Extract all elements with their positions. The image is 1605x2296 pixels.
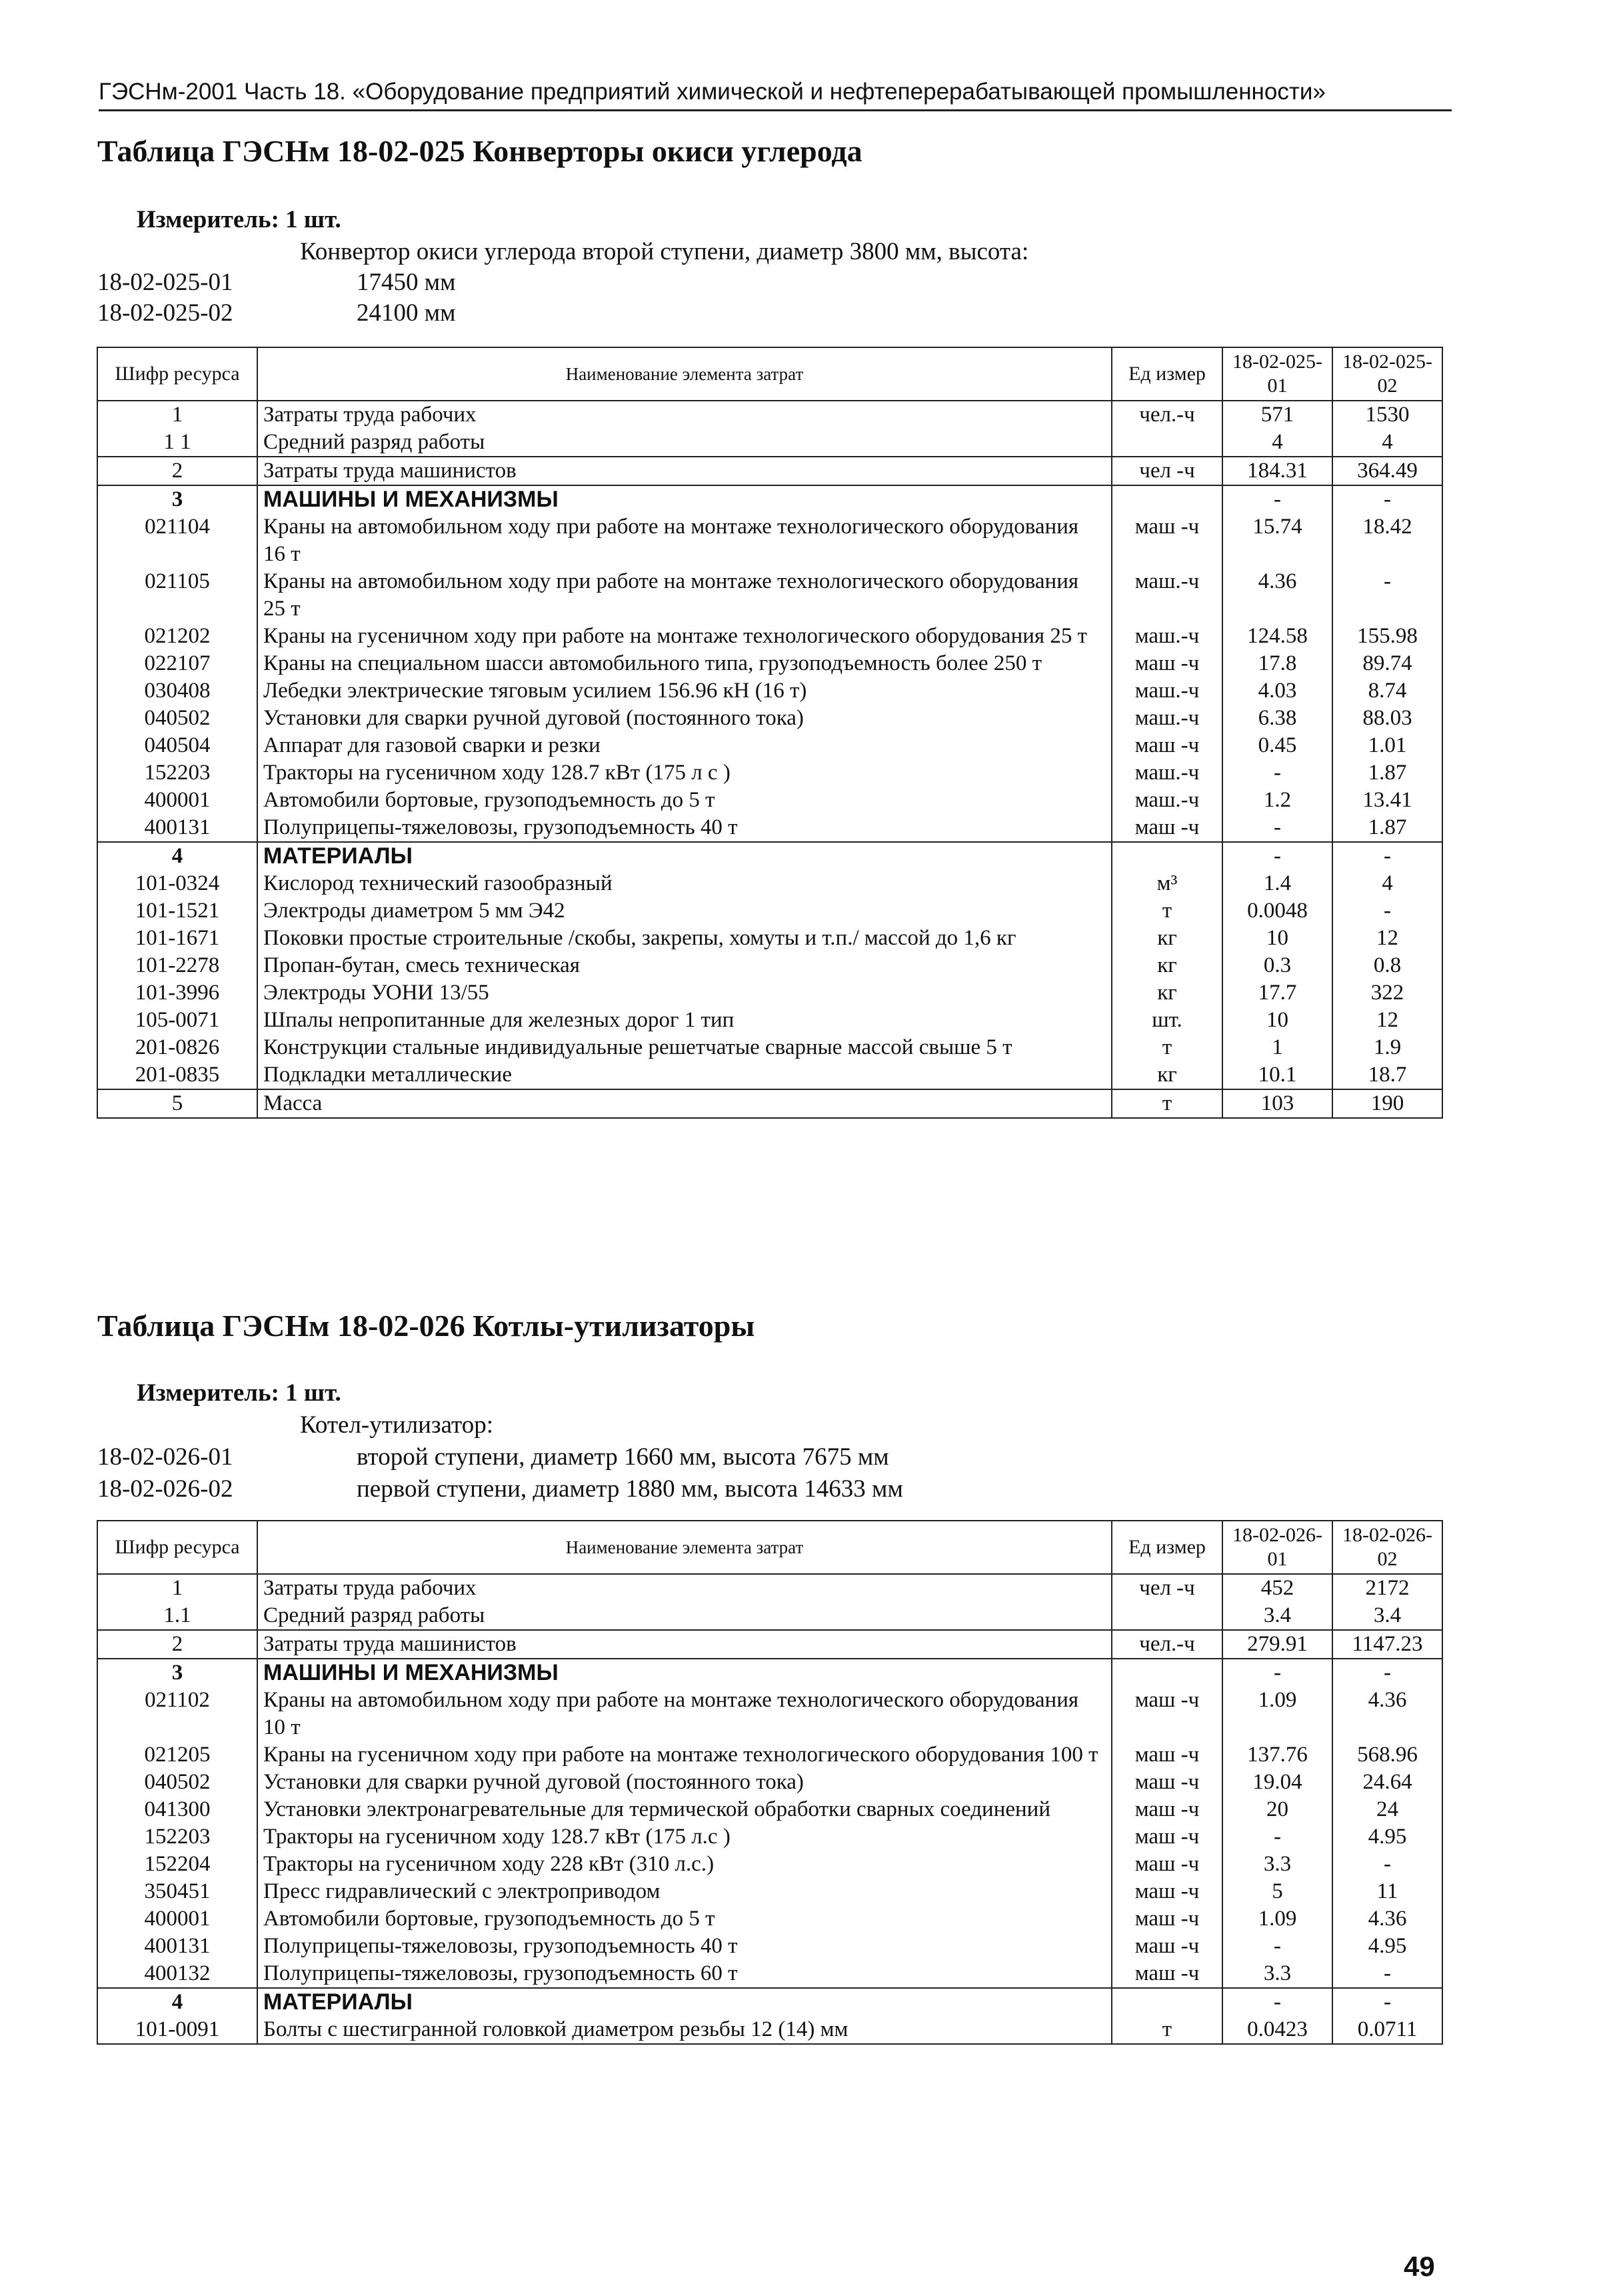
table-row [97,623,1442,650]
row-value-2: 322 [1332,979,1442,1007]
row-value-1: 10 [1222,1007,1332,1034]
row-value-1: 17.7 [1222,979,1332,1007]
row-code: 101-1671 [97,925,257,952]
meter-label: Измеритель: [137,206,279,233]
header-unit: Ед измер [1112,1521,1222,1574]
row-value-2: 1.01 [1332,732,1442,759]
table-row [97,897,1442,925]
row-unit [1112,1988,1222,2016]
row-value-2: 2172 [1332,1574,1442,1602]
row-name: Полуприцепы-тяжеловозы, грузоподъемность 60 т [257,1960,1112,1988]
row-value-2: 12 [1332,1007,1442,1034]
row-code: 1 1 [97,429,257,457]
row-value-2: 11 [1332,1878,1442,1905]
row-code: 400001 [97,787,257,814]
table-row [97,513,1442,568]
row-code: 101-0324 [97,870,257,897]
row-code: 101-2278 [97,952,257,979]
row-code: 2 [97,457,257,485]
row-code: 101-3996 [97,979,257,1007]
row-unit [1112,1602,1222,1630]
row-code: 1.1 [97,1602,257,1630]
row-value-2: 1530 [1332,401,1442,429]
row-unit: маш -ч [1112,1851,1222,1878]
row-name: Установки электронагревательные для термической обработки сварных соединений [257,1796,1112,1823]
table-row [97,1796,1442,1823]
row-value-1: 279.91 [1222,1630,1332,1659]
table-row [97,1741,1442,1769]
row-value-2: 8.74 [1332,677,1442,705]
row-unit: т [1112,2016,1222,2044]
row-unit: маш.-ч [1112,623,1222,650]
row-value-2: 18.7 [1332,1061,1442,1089]
variant-text: 17450 мм [357,269,456,296]
table-row [97,705,1442,732]
row-code: 030408 [97,677,257,705]
row-value-1: - [1222,1988,1332,2016]
row-code: 152203 [97,1823,257,1851]
row-value-2: 4.95 [1332,1823,1442,1851]
variant-code: 18-02-026-01 [97,1443,233,1471]
row-name: Краны на автомобильном ходу при работе на монтаже технологического оборудования 16 т [257,513,1112,568]
table-row [97,1659,1442,1687]
row-code: 021105 [97,568,257,623]
row-value-2: - [1332,842,1442,870]
row-value-1: 4.36 [1222,568,1332,623]
row-name: Краны на гусеничном ходу при работе на монтаже технологического оборудования 100 т [257,1741,1112,1769]
row-value-2: 3.4 [1332,1602,1442,1630]
row-value-1: 15.74 [1222,513,1332,568]
row-name: Пресс гидравлический с электроприводом [257,1878,1112,1905]
description-025: Конвертор окиси углерода второй ступени, диаметр 3800 мм, высота: [300,238,1029,265]
row-code: 2 [97,1630,257,1659]
page-number: 49 [1404,2251,1435,2282]
row-value-1: 1.2 [1222,787,1332,814]
row-code: 152203 [97,759,257,787]
row-name: Затраты труда рабочих [257,401,1112,429]
row-value-1: - [1222,814,1332,842]
row-code: 3 [97,485,257,513]
table-row [97,1769,1442,1796]
row-code: 350451 [97,1878,257,1905]
row-value-2: 364.49 [1332,457,1442,485]
row-value-2: 1.87 [1332,759,1442,787]
row-value-1: 184.31 [1222,457,1332,485]
row-unit: кг [1112,925,1222,952]
row-code: 4 [97,1988,257,2016]
row-unit: маш.-ч [1112,568,1222,623]
row-value-2: 4 [1332,870,1442,897]
row-unit: маш -ч [1112,1878,1222,1905]
header-name: Наименование элемента затрат [257,1521,1112,1574]
row-code: 041300 [97,1796,257,1823]
row-unit: маш.-ч [1112,787,1222,814]
row-value-1: 3.3 [1222,1960,1332,1988]
row-code: 021205 [97,1741,257,1769]
row-unit: чел -ч [1112,457,1222,485]
row-code: 4 [97,842,257,870]
row-unit [1112,429,1222,457]
row-value-1: 0.0423 [1222,2016,1332,2044]
table-row [97,1630,1442,1659]
row-value-2: 13.41 [1332,787,1442,814]
row-value-2: 0.0711 [1332,2016,1442,2044]
row-unit: маш.-ч [1112,677,1222,705]
row-value-1: 0.0048 [1222,897,1332,925]
row-code: 5 [97,1089,257,1118]
row-unit: чел.-ч [1112,401,1222,429]
table-row [97,429,1442,457]
table-row [97,1933,1442,1960]
row-name: Лебедки электрические тяговым усилием 156.96 кН (16 т) [257,677,1112,705]
row-value-2: - [1332,568,1442,623]
row-name: Болты с шестигранной головкой диаметром резьбы 12 (14) мм [257,2016,1112,2044]
row-value-1: 17.8 [1222,650,1332,677]
row-code: 101-1521 [97,897,257,925]
header-code: Шифр ресурса [97,1521,257,1574]
row-code: 040504 [97,732,257,759]
row-code: 105-0071 [97,1007,257,1034]
meter-value: 1 шт. [285,1379,341,1407]
row-name: Установки для сварки ручной дуговой (постоянного тока) [257,705,1112,732]
row-code: 400131 [97,814,257,842]
row-unit: маш -ч [1112,1796,1222,1823]
row-value-1: 1.09 [1222,1905,1332,1933]
row-value-1: 10.1 [1222,1061,1332,1089]
row-value-1: 137.76 [1222,1741,1332,1769]
row-value-1: 20 [1222,1796,1332,1823]
row-value-1: - [1222,1659,1332,1687]
row-value-1: 6.38 [1222,705,1332,732]
row-name: Краны на специальном шасси автомобильного типа, грузоподъемность более 250 т [257,650,1112,677]
table-row [97,979,1442,1007]
table-row [97,1034,1442,1061]
table-row [97,1905,1442,1933]
row-unit [1112,1659,1222,1687]
row-value-1: 0.3 [1222,952,1332,979]
table-row [97,1574,1442,1602]
row-value-1: 5 [1222,1878,1332,1905]
row-code: 040502 [97,1769,257,1796]
row-value-1: 452 [1222,1574,1332,1602]
row-value-2: 4.36 [1332,1905,1442,1933]
row-value-2: 568.96 [1332,1741,1442,1769]
row-value-1: 4 [1222,429,1332,457]
meter-line-026 [137,1379,341,1407]
row-name: МАТЕРИАЛЫ [257,1988,1112,2016]
row-name: Автомобили бортовые, грузоподъемность до 5 т [257,787,1112,814]
header-variant-2: 18-02-026-02 [1332,1521,1442,1574]
row-name: Краны на автомобильном ходу при работе на монтаже технологического оборудования 10 т [257,1687,1112,1741]
row-unit: маш -ч [1112,1741,1222,1769]
row-name: Масса [257,1089,1112,1118]
row-value-2: 0.8 [1332,952,1442,979]
row-name: Затраты труда машинистов [257,457,1112,485]
running-head: ГЭСНм-2001 Часть 18. «Оборудование предприятий химической и нефтеперерабатывающей промышленности» [99,79,1452,111]
table-row [97,457,1442,485]
row-value-2: - [1332,1960,1442,1988]
table-row [97,568,1442,623]
row-name: Поковки простые строительные /скобы, закрепы, хомуты и т.п./ массой до 1,6 кг [257,925,1112,952]
row-code: 021202 [97,623,257,650]
row-name: МАТЕРИАЛЫ [257,842,1112,870]
row-value-1: - [1222,759,1332,787]
row-value-2: 155.98 [1332,623,1442,650]
table-row [97,814,1442,842]
row-value-2: 24.64 [1332,1769,1442,1796]
variant-text: 24100 мм [357,299,456,327]
row-value-2: 88.03 [1332,705,1442,732]
row-unit: маш.-ч [1112,705,1222,732]
table-row [97,1061,1442,1089]
header-name: Наименование элемента затрат [257,347,1112,401]
table-row [97,732,1442,759]
row-value-2: - [1332,1851,1442,1878]
row-value-2: 24 [1332,1796,1442,1823]
row-value-1: 3.4 [1222,1602,1332,1630]
table-row [97,952,1442,979]
row-name: Пропан-бутан, смесь техническая [257,952,1112,979]
row-value-2: 12 [1332,925,1442,952]
row-value-1: - [1222,485,1332,513]
row-code: 400001 [97,1905,257,1933]
row-code: 1 [97,1574,257,1602]
row-name: Средний разряд работы [257,1602,1112,1630]
row-value-2: - [1332,485,1442,513]
row-value-1: 1 [1222,1034,1332,1061]
row-unit: кг [1112,952,1222,979]
header-unit: Ед измер [1112,347,1222,401]
variant-code: 18-02-025-02 [97,299,233,327]
row-unit: шт. [1112,1007,1222,1034]
table-row [97,1089,1442,1118]
row-value-1: - [1222,1823,1332,1851]
row-value-1: 124.58 [1222,623,1332,650]
row-name: Установки для сварки ручной дуговой (постоянного тока) [257,1769,1112,1796]
row-name: Затраты труда машинистов [257,1630,1112,1659]
row-value-2: 1.87 [1332,814,1442,842]
row-value-2: 4.36 [1332,1687,1442,1741]
row-value-1: 4.03 [1222,677,1332,705]
row-name: Краны на гусеничном ходу при работе на монтаже технологического оборудования 25 т [257,623,1112,650]
row-code: 152204 [97,1851,257,1878]
resource-table-025 [97,347,1443,1119]
row-unit: кг [1112,1061,1222,1089]
row-unit: кг [1112,979,1222,1007]
row-name: Средний разряд работы [257,429,1112,457]
row-unit: т [1112,1034,1222,1061]
row-name: Подкладки металлические [257,1061,1112,1089]
table-row [97,2016,1442,2044]
row-unit: чел.-ч [1112,1630,1222,1659]
variant-text: второй ступени, диаметр 1660 мм, высота 7675 мм [357,1443,889,1471]
table-row [97,401,1442,429]
row-value-1: 103 [1222,1089,1332,1118]
table-row [97,677,1442,705]
table-row [97,1007,1442,1034]
row-value-1: 19.04 [1222,1769,1332,1796]
row-code: 021102 [97,1687,257,1741]
row-value-1: 0.45 [1222,732,1332,759]
row-value-2: 4 [1332,429,1442,457]
table-title-026: Таблица ГЭСНм 18-02-026 Котлы-утилизаторы [97,1309,755,1343]
row-value-2: 1147.23 [1332,1630,1442,1659]
row-name: Конструкции стальные индивидуальные решетчатые сварные массой свыше 5 т [257,1034,1112,1061]
row-unit: маш.-ч [1112,759,1222,787]
row-name: Электроды УОНИ 13/55 [257,979,1112,1007]
table-row [97,1602,1442,1630]
table-row [97,870,1442,897]
variant-code: 18-02-026-02 [97,1475,233,1503]
row-name: Автомобили бортовые, грузоподъемность до 5 т [257,1905,1112,1933]
row-name: Тракторы на гусеничном ходу 228 кВт (310 л.с.) [257,1851,1112,1878]
row-value-2: 18.42 [1332,513,1442,568]
row-value-2: 89.74 [1332,650,1442,677]
table-row [97,485,1442,513]
row-unit [1112,842,1222,870]
row-unit: маш -ч [1112,1687,1222,1741]
table-row [97,842,1442,870]
row-unit: маш -ч [1112,1769,1222,1796]
table-row [97,787,1442,814]
table-row [97,1823,1442,1851]
row-code: 021104 [97,513,257,568]
row-name: Аппарат для газовой сварки и резки [257,732,1112,759]
meter-line-025 [137,205,341,234]
meter-value: 1 шт. [285,206,341,233]
row-value-2: 4.95 [1332,1933,1442,1960]
row-name: МАШИНЫ И МЕХАНИЗМЫ [257,1659,1112,1687]
row-unit: т [1112,897,1222,925]
row-value-1: 1.4 [1222,870,1332,897]
row-unit: маш -ч [1112,732,1222,759]
row-name: Кислород технический газообразный [257,870,1112,897]
row-name: Полуприцепы-тяжеловозы, грузоподъемность 40 т [257,1933,1112,1960]
row-code: 201-0835 [97,1061,257,1089]
resource-table-026 [97,1520,1443,2045]
row-code: 022107 [97,650,257,677]
row-value-1: 1.09 [1222,1687,1332,1741]
row-name: Шпалы непропитанные для железных дорог 1 тип [257,1007,1112,1034]
table-row [97,1988,1442,2016]
table-row [97,1851,1442,1878]
row-value-1: - [1222,842,1332,870]
row-name: МАШИНЫ И МЕХАНИЗМЫ [257,485,1112,513]
table-row [97,925,1442,952]
row-name: Краны на автомобильном ходу при работе на монтаже технологического оборудования 25 т [257,568,1112,623]
table-row [97,1687,1442,1741]
description-026: Котел-утилизатор: [300,1411,494,1439]
table-row [97,759,1442,787]
row-value-2: 1.9 [1332,1034,1442,1061]
row-value-2: 190 [1332,1089,1442,1118]
row-unit: маш -ч [1112,1960,1222,1988]
row-unit: маш -ч [1112,650,1222,677]
header-variant-1: 18-02-025-01 [1222,347,1332,401]
row-unit: маш -ч [1112,814,1222,842]
row-name: Электроды диаметром 5 мм Э42 [257,897,1112,925]
row-code: 400132 [97,1960,257,1988]
row-code: 400131 [97,1933,257,1960]
row-name: Тракторы на гусеничном ходу 128.7 кВт (175 л с ) [257,759,1112,787]
variant-code: 18-02-025-01 [97,269,233,296]
row-unit: чел -ч [1112,1574,1222,1602]
row-unit: маш -ч [1112,1905,1222,1933]
header-variant-2: 18-02-025-02 [1332,347,1442,401]
meter-label: Измеритель: [137,1379,279,1407]
row-unit: м³ [1112,870,1222,897]
row-value-2: - [1332,1988,1442,2016]
table-row [97,650,1442,677]
row-unit: маш -ч [1112,1933,1222,1960]
row-value-1: 3.3 [1222,1851,1332,1878]
row-code: 040502 [97,705,257,732]
row-value-1: 571 [1222,401,1332,429]
table-row [97,1960,1442,1988]
row-value-1: - [1222,1933,1332,1960]
row-value-2: - [1332,897,1442,925]
row-unit: т [1112,1089,1222,1118]
row-value-1: 10 [1222,925,1332,952]
table-row [97,1878,1442,1905]
variant-text: первой ступени, диаметр 1880 мм, высота 14633 мм [357,1475,903,1503]
table-title-025: Таблица ГЭСНм 18-02-025 Конверторы окиси углерода [97,134,862,168]
row-name: Полуприцепы-тяжеловозы, грузоподъемность 40 т [257,814,1112,842]
row-code: 3 [97,1659,257,1687]
row-value-2: - [1332,1659,1442,1687]
row-unit: маш -ч [1112,513,1222,568]
header-code: Шифр ресурса [97,347,257,401]
header-variant-1: 18-02-026-01 [1222,1521,1332,1574]
row-code: 1 [97,401,257,429]
row-name: Затраты труда рабочих [257,1574,1112,1602]
row-name: Тракторы на гусеничном ходу 128.7 кВт (175 л.с ) [257,1823,1112,1851]
row-code: 201-0826 [97,1034,257,1061]
row-unit [1112,485,1222,513]
row-code: 101-0091 [97,2016,257,2044]
row-unit: маш -ч [1112,1823,1222,1851]
